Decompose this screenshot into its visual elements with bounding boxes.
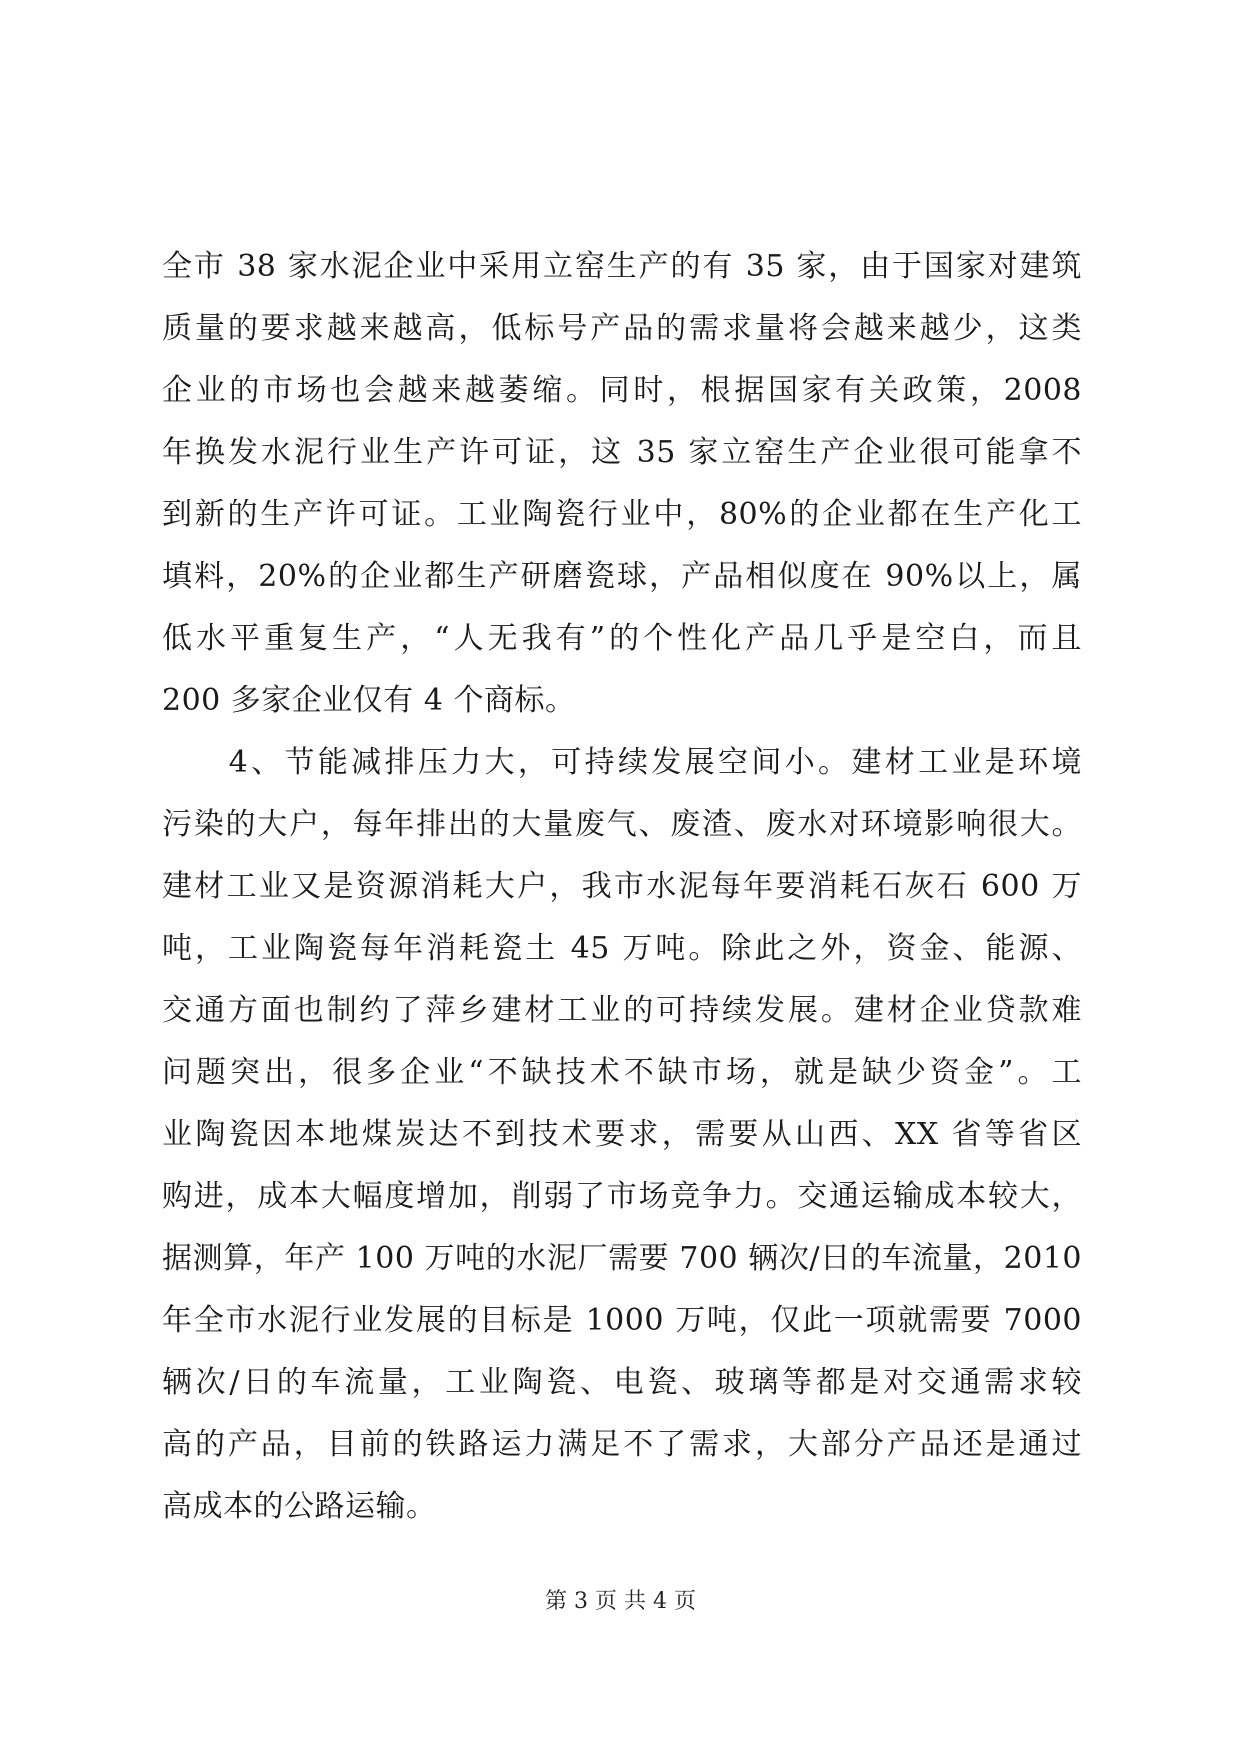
text-line: 高的产品，目前的铁路运力满足不了需求，大部分产品还是通过	[162, 1427, 1082, 1462]
page-number-footer: 第 3 页 共 4 页	[545, 1589, 696, 1614]
text-line: 建材工业又是资源消耗大户，我市水泥每年要消耗石灰石 600 万	[162, 869, 1082, 904]
text-line: 业陶瓷因本地煤炭达不到技术要求，需要从山西、XX 省等省区	[162, 1117, 1082, 1152]
text-line: 辆次/日的车流量，工业陶瓷、电瓷、玻璃等都是对交通需求较	[162, 1365, 1082, 1400]
text-line: 质量的要求越来越高，低标号产品的需求量将会越来越少，这类	[162, 311, 1082, 346]
text-line: 企业的市场也会越来越萎缩。同时，根据国家有关政策，2008	[162, 373, 1082, 408]
text-line: 200 多家企业仅有 4 个商标。	[162, 683, 576, 718]
text-line: 问题突出，很多企业“不缺技术不缺市场，就是缺少资金”。工	[162, 1055, 1082, 1090]
text-line: 年换发水泥行业生产许可证，这 35 家立窑生产企业很可能拿不	[162, 435, 1082, 470]
text-line: 全市 38 家水泥企业中采用立窑生产的有 35 家，由于国家对建筑	[162, 249, 1082, 284]
text-line: 高成本的公路运输。	[162, 1489, 437, 1524]
text-line: 年全市水泥行业发展的目标是 1000 万吨，仅此一项就需要 7000	[162, 1303, 1082, 1338]
text-line: 填料，20%的企业都生产研磨瓷球，产品相似度在 90%以上，属	[162, 559, 1082, 594]
text-line: 吨，工业陶瓷每年消耗瓷土 45 万吨。除此之外，资金、能源、	[162, 931, 1082, 966]
text-line: 低水平重复生产，“人无我有”的个性化产品几乎是空白，而且	[162, 621, 1082, 656]
text-line: 据测算，年产 100 万吨的水泥厂需要 700 辆次/日的车流量，2010	[162, 1241, 1082, 1276]
body-text	[162, 236, 1082, 1538]
text-line: 到新的生产许可证。工业陶瓷行业中，80%的企业都在生产化工	[162, 497, 1082, 532]
text-line: 污染的大户，每年排出的大量废气、废渣、废水对环境影响很大。	[162, 807, 1082, 842]
text-line: 交通方面也制约了萍乡建材工业的可持续发展。建材企业贷款难	[162, 993, 1082, 1028]
text-line: 4、节能减排压力大，可持续发展空间小。建材工业是环境	[162, 745, 1082, 780]
text-line: 购进，成本大幅度增加，削弱了市场竞争力。交通运输成本较大，	[162, 1179, 1082, 1214]
